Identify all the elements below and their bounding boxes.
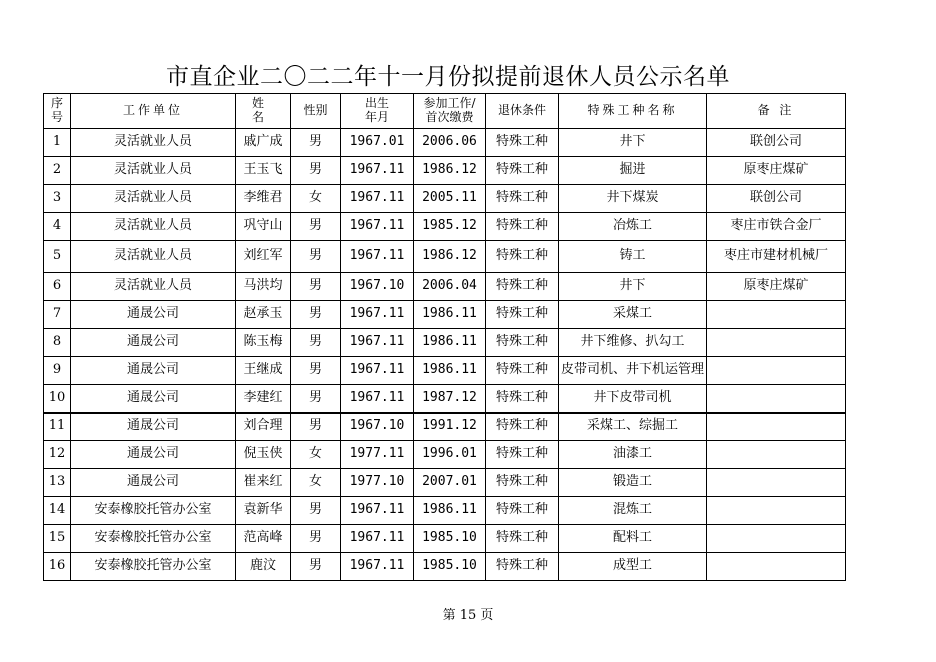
cell-remark: 枣庄市铁合金厂 — [707, 213, 846, 241]
cell-unit: 灵活就业人员 — [71, 129, 236, 157]
cell-seq: 13 — [44, 469, 71, 497]
cell-unit: 安泰橡胶托管办公室 — [71, 525, 236, 553]
cell-name: 李维君 — [236, 185, 291, 213]
cell-retire-condition: 特殊工种 — [486, 329, 559, 357]
cell-unit: 安泰橡胶托管办公室 — [71, 497, 236, 525]
table-row — [44, 441, 846, 469]
cell-gender: 男 — [291, 329, 341, 357]
cell-name: 王继成 — [236, 357, 291, 385]
cell-work-start: 1986.11 — [414, 301, 486, 329]
cell-unit: 灵活就业人员 — [71, 213, 236, 241]
cell-birth: 1967.11 — [341, 497, 414, 525]
table-row — [44, 273, 846, 301]
cell-remark: 原枣庄煤矿 — [707, 273, 846, 301]
cell-unit: 灵活就业人员 — [71, 185, 236, 213]
cell-name: 赵承玉 — [236, 301, 291, 329]
cell-seq: 9 — [44, 357, 71, 385]
cell-retire-condition: 特殊工种 — [486, 385, 559, 413]
cell-gender: 女 — [291, 469, 341, 497]
cell-remark — [707, 553, 846, 581]
cell-remark — [707, 385, 846, 413]
cell-remark — [707, 469, 846, 497]
table-row — [44, 413, 846, 441]
cell-special-job: 锻造工 — [559, 469, 707, 497]
cell-work-start: 1991.12 — [414, 413, 486, 441]
cell-seq: 7 — [44, 301, 71, 329]
cell-birth: 1967.11 — [341, 185, 414, 213]
cell-unit: 通晟公司 — [71, 441, 236, 469]
cell-name: 李建红 — [236, 385, 291, 413]
header-name: 姓 名 — [236, 94, 291, 129]
cell-seq: 1 — [44, 129, 71, 157]
cell-gender: 男 — [291, 213, 341, 241]
cell-unit: 通晟公司 — [71, 385, 236, 413]
cell-name: 马洪均 — [236, 273, 291, 301]
cell-gender: 男 — [291, 357, 341, 385]
cell-remark: 联创公司 — [707, 185, 846, 213]
table-row — [44, 185, 846, 213]
cell-gender: 男 — [291, 385, 341, 413]
cell-birth: 1967.11 — [341, 525, 414, 553]
cell-special-job: 油漆工 — [559, 441, 707, 469]
cell-retire-condition: 特殊工种 — [486, 357, 559, 385]
header-gender: 性别 — [291, 94, 341, 129]
cell-gender: 男 — [291, 413, 341, 441]
page-number: 第 15 页 — [442, 608, 494, 623]
cell-work-start: 1987.12 — [414, 385, 486, 413]
cell-remark: 原枣庄煤矿 — [707, 157, 846, 185]
cell-remark — [707, 441, 846, 469]
header-retire-condition: 退休条件 — [486, 94, 559, 129]
cell-retire-condition: 特殊工种 — [486, 185, 559, 213]
cell-name: 巩守山 — [236, 213, 291, 241]
table-row — [44, 525, 846, 553]
cell-retire-condition: 特殊工种 — [486, 525, 559, 553]
cell-birth: 1967.01 — [341, 129, 414, 157]
cell-work-start: 1985.10 — [414, 525, 486, 553]
cell-retire-condition: 特殊工种 — [486, 553, 559, 581]
cell-special-job: 井下皮带司机 — [559, 385, 707, 413]
cell-unit: 灵活就业人员 — [71, 241, 236, 273]
cell-retire-condition: 特殊工种 — [486, 497, 559, 525]
cell-retire-condition: 特殊工种 — [486, 129, 559, 157]
cell-special-job: 混炼工 — [559, 497, 707, 525]
header-unit: 工作单位 — [71, 94, 236, 129]
cell-work-start: 2006.06 — [414, 129, 486, 157]
cell-unit: 通晟公司 — [71, 301, 236, 329]
cell-retire-condition: 特殊工种 — [486, 469, 559, 497]
table-row — [44, 213, 846, 241]
cell-work-start: 2005.11 — [414, 185, 486, 213]
table-row — [44, 385, 846, 413]
cell-name: 刘合理 — [236, 413, 291, 441]
page-title: 市直企业二〇二二年十一月份拟提前退休人员公示名单 — [166, 64, 730, 90]
cell-retire-condition: 特殊工种 — [486, 441, 559, 469]
table-row — [44, 469, 846, 497]
cell-seq: 14 — [44, 497, 71, 525]
cell-seq: 6 — [44, 273, 71, 301]
table-row — [44, 129, 846, 157]
cell-birth: 1967.11 — [341, 357, 414, 385]
cell-name: 倪玉侠 — [236, 441, 291, 469]
cell-gender: 女 — [291, 185, 341, 213]
cell-gender: 男 — [291, 273, 341, 301]
cell-seq: 8 — [44, 329, 71, 357]
table-row — [44, 301, 846, 329]
cell-name: 戚广成 — [236, 129, 291, 157]
header-special-job: 特殊工种名称 — [559, 94, 707, 129]
cell-work-start: 1986.11 — [414, 497, 486, 525]
cell-remark — [707, 329, 846, 357]
cell-special-job: 井下维修、扒勾工 — [559, 329, 707, 357]
cell-gender: 男 — [291, 129, 341, 157]
cell-unit: 通晟公司 — [71, 413, 236, 441]
cell-seq: 15 — [44, 525, 71, 553]
header-seq: 序 号 — [44, 94, 71, 129]
header-remark: 备 注 — [707, 94, 846, 129]
table-row — [44, 241, 846, 273]
cell-birth: 1977.11 — [341, 441, 414, 469]
cell-remark — [707, 357, 846, 385]
cell-retire-condition: 特殊工种 — [486, 157, 559, 185]
cell-work-start: 1986.12 — [414, 157, 486, 185]
retiree-table — [43, 93, 846, 581]
cell-birth: 1967.11 — [341, 329, 414, 357]
cell-special-job: 采煤工 — [559, 301, 707, 329]
table-row — [44, 553, 846, 581]
cell-special-job: 皮带司机、井下机运管理 — [559, 357, 707, 385]
cell-work-start: 1996.01 — [414, 441, 486, 469]
cell-special-job: 掘进 — [559, 157, 707, 185]
cell-seq: 16 — [44, 553, 71, 581]
cell-gender: 男 — [291, 301, 341, 329]
cell-retire-condition: 特殊工种 — [486, 273, 559, 301]
cell-unit: 通晟公司 — [71, 357, 236, 385]
cell-remark — [707, 301, 846, 329]
cell-birth: 1967.11 — [341, 157, 414, 185]
cell-name: 崔来红 — [236, 469, 291, 497]
cell-name: 范高峰 — [236, 525, 291, 553]
cell-work-start: 1986.12 — [414, 241, 486, 273]
cell-gender: 男 — [291, 553, 341, 581]
cell-seq: 4 — [44, 213, 71, 241]
cell-birth: 1977.10 — [341, 469, 414, 497]
cell-name: 鹿汶 — [236, 553, 291, 581]
cell-unit: 灵活就业人员 — [71, 273, 236, 301]
cell-birth: 1967.11 — [341, 553, 414, 581]
cell-special-job: 成型工 — [559, 553, 707, 581]
cell-special-job: 井下 — [559, 129, 707, 157]
cell-birth: 1967.10 — [341, 273, 414, 301]
cell-birth: 1967.11 — [341, 241, 414, 273]
cell-retire-condition: 特殊工种 — [486, 213, 559, 241]
cell-birth: 1967.11 — [341, 213, 414, 241]
cell-gender: 男 — [291, 157, 341, 185]
cell-name: 刘红军 — [236, 241, 291, 273]
cell-remark — [707, 413, 846, 441]
cell-name: 陈玉梅 — [236, 329, 291, 357]
cell-work-start: 1985.10 — [414, 553, 486, 581]
cell-special-job: 铸工 — [559, 241, 707, 273]
cell-work-start: 1985.12 — [414, 213, 486, 241]
cell-birth: 1967.11 — [341, 385, 414, 413]
cell-remark: 联创公司 — [707, 129, 846, 157]
table-row — [44, 357, 846, 385]
cell-seq: 12 — [44, 441, 71, 469]
cell-seq: 2 — [44, 157, 71, 185]
cell-gender: 女 — [291, 441, 341, 469]
cell-retire-condition: 特殊工种 — [486, 301, 559, 329]
cell-unit: 安泰橡胶托管办公室 — [71, 553, 236, 581]
cell-gender: 男 — [291, 241, 341, 273]
table-row — [44, 497, 846, 525]
cell-name: 王玉飞 — [236, 157, 291, 185]
cell-special-job: 冶炼工 — [559, 213, 707, 241]
cell-seq: 10 — [44, 385, 71, 413]
cell-gender: 男 — [291, 497, 341, 525]
cell-special-job: 采煤工、综掘工 — [559, 413, 707, 441]
cell-work-start: 1986.11 — [414, 329, 486, 357]
cell-unit: 通晟公司 — [71, 329, 236, 357]
cell-unit: 灵活就业人员 — [71, 157, 236, 185]
cell-seq: 5 — [44, 241, 71, 273]
cell-remark — [707, 525, 846, 553]
cell-remark — [707, 497, 846, 525]
header-birth: 出生 年月 — [341, 94, 414, 129]
cell-work-start: 2006.04 — [414, 273, 486, 301]
cell-special-job: 井下 — [559, 273, 707, 301]
cell-seq: 11 — [44, 413, 71, 441]
table-row — [44, 329, 846, 357]
table-row — [44, 157, 846, 185]
header-work-start: 参加工作/ 首次缴费 — [414, 94, 486, 129]
cell-name: 袁新华 — [236, 497, 291, 525]
cell-birth: 1967.10 — [341, 413, 414, 441]
cell-retire-condition: 特殊工种 — [486, 413, 559, 441]
cell-unit: 通晟公司 — [71, 469, 236, 497]
cell-retire-condition: 特殊工种 — [486, 241, 559, 273]
cell-special-job: 井下煤炭 — [559, 185, 707, 213]
cell-work-start: 1986.11 — [414, 357, 486, 385]
cell-gender: 男 — [291, 525, 341, 553]
cell-special-job: 配料工 — [559, 525, 707, 553]
cell-work-start: 2007.01 — [414, 469, 486, 497]
cell-seq: 3 — [44, 185, 71, 213]
cell-remark: 枣庄市建材机械厂 — [707, 241, 846, 273]
header-row — [44, 94, 846, 129]
cell-birth: 1967.11 — [341, 301, 414, 329]
